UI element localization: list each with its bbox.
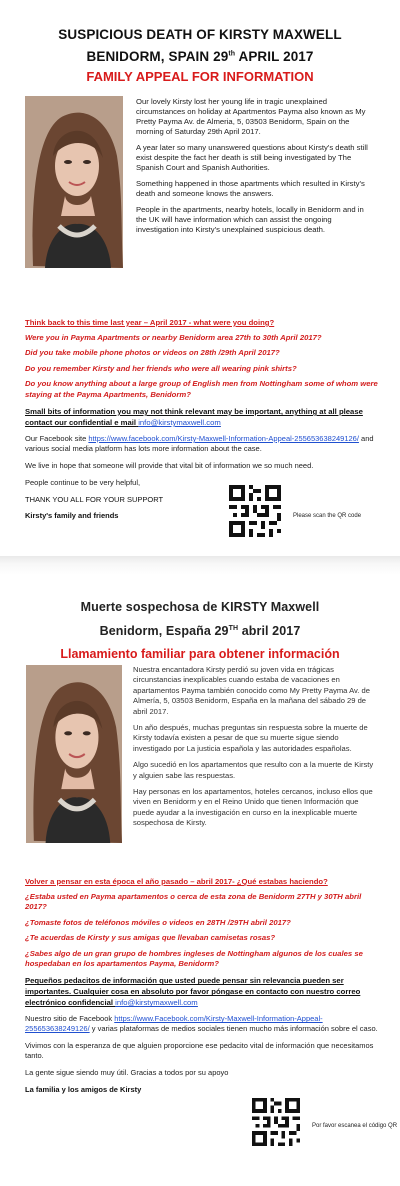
question-1-es: ¿Estaba usted en Payma apartamentos o cerca de esta zona de Benidorm 27TH y 30TH abril 2017? (25, 892, 362, 912)
question-4: Do you know anything about a large group of English men from Nottingham some of whom were staying at the Payma Apartments, Benidorm? (25, 379, 378, 399)
appeal-body (25, 318, 380, 521)
question-3: Do you remember Kirsty and her friends who were all wearing pink shirts? (25, 363, 297, 373)
intro-paragraph: Nuestra encantadora Kirsty perdió su joven vida en trágicas circunstancias inexplicables cuando estaba de vacaciones en apartamentos Payma también conocido como My Pretty Payma Av. de Almería, 5, 03503 Benidorm, España en la mañana del sábado 29 de abril 2017. (133, 665, 370, 716)
question-3-es: ¿Te acuerdas de Kirsty y sus amigas que llevaban camisetas rosas? (25, 933, 276, 943)
intro-paragraph: Something happened in those apartments which resulted in Kirsty's death and someone knows the answers. (136, 179, 365, 198)
portrait-photo (26, 665, 122, 843)
email-link[interactable]: info@kirstymaxwell.com (115, 998, 198, 1008)
think-back-heading: Think back to this time last year – April 2017 - what were you doing? (25, 318, 275, 327)
intro-paragraph: Algo sucedió en los apartamentos que resulto con a la muerte de Kirsty y alguien sabe las respuestas. (133, 760, 374, 780)
appeal-heading-es: Llamamiento familiar para obtener información (60, 647, 340, 661)
page-title-es: Muerte sospechosa de KIRSTY Maxwell (80, 600, 320, 614)
page-subtitle: BENIDORM, SPAIN 29th APRIL 2017 (86, 49, 314, 64)
poster-spanish (0, 575, 400, 1186)
helpful-text: People continue to be very helpful, (25, 478, 141, 488)
hope-text: We live in hope that someone will provide that vital bit of information we so much need. (25, 461, 314, 471)
signature-text-es: La familia y los amigos de Kirsty (25, 1085, 142, 1095)
think-back-heading-es: Volver a pensar en esta época el año pasado – abril 2017- ¿Qué estabas haciendo? (25, 877, 328, 886)
intro-paragraph: Un año después, muchas preguntas sin respuesta sobre la muerte de Kirsty todavía existen a pesar de que su muerte sigue siendo investigado por La justicia española y las autoridades españolas. (133, 723, 368, 753)
facebook-link[interactable]: https://www.facebook.com/Kirsty-Maxwell-Information-Appeal-255653638249126/ (88, 434, 359, 444)
qr-code-icon[interactable] (229, 485, 281, 537)
poster-english (0, 0, 400, 556)
poster-divider (0, 556, 400, 575)
intro-text (136, 97, 376, 241)
intro-paragraph: A year later so many unanswered questions about Kirsty's death still exist despite the fact her death is still being investigated by The Spanish Court and Spanish Authorities. (136, 143, 368, 172)
facebook-link[interactable]: https://www.Facebook.com/Kirsty-Maxwell-Information-Appeal-255653638249126/ (25, 1014, 323, 1034)
page-subtitle-es: Benidorm, España 29TH abril 2017 (99, 624, 301, 638)
qr-code-icon[interactable] (252, 1098, 300, 1146)
page-title: SUSPICIOUS DEATH OF KIRSTY MAXWELL (58, 27, 342, 42)
portrait-photo (25, 96, 123, 268)
contact-text-es: Pequeños pedacitos de información que usted puede pensar sin relevancia pueden ser importantes. Cualquier cosa en absoluto por favor póngase en contacto con nuestro correo electrónico confidencial info@kirstymaxwell.com (25, 976, 361, 1008)
question-2-es: ¿Tomaste fotos de teléfonos móviles o videos en 28TH /29TH abril 2017? (25, 917, 291, 927)
thanks-text: THANK YOU ALL FOR YOUR SUPPORT (25, 495, 164, 505)
intro-paragraph: Our lovely Kirsty lost her young life in tragic unexplained circumstances on holiday at Apartmentos Payma also known as My Pretty Payma Av. de Almeria, 5, 03503 Benidorm, Spain on the morning of Saturday 29th April 2017. (136, 97, 366, 136)
appeal-body-es (25, 877, 383, 1095)
intro-paragraph: People in the apartments, nearby hotels, locally in Benidorm and in the UK will have information which can assist the ongoing investigation into Kirsty's unexplained suspicious death. (136, 205, 364, 234)
question-1: Were you in Payma Apartments or nearby Benidorm area 27th to 30th April 2017? (25, 333, 322, 342)
facebook-text-es: Nuestro sitio de Facebook https://www.Facebook.com/Kirsty-Maxwell-Information-Appeal-255653638249126/ y varias plataformas de medios sociales tienen mucho más información sobre el caso. (25, 1014, 378, 1034)
helpful-text-es: La gente sigue siendo muy útil. Gracias a todos por su apoyo (25, 1068, 229, 1078)
hope-text-es: Vivimos con la esperanza de que alguien proporcione ese pedacito vital de información que necesitamos tanto. (25, 1041, 374, 1061)
question-4-es: ¿Sabes algo de un gran grupo de hombres ingleses de Nottingham algunos de los cuales se hospedaban en los apartamentos Payma, Benidorm? (25, 948, 363, 969)
intro-paragraph: Hay personas en los apartamentos, hoteles cercanos, incluso ellos que viven en Benidorm y en el Reino Unido que tienen Información que puede ayudar a la investigación en curso en la inexplicable muerte sospechosa de Kirsty. (133, 787, 373, 828)
appeal-heading: FAMILY APPEAL FOR INFORMATION (86, 69, 314, 84)
contact-text: Small bits of information you may not think relevant may be important, anything at all please contact our confidential e mail info@kirstymaxwell.com (25, 407, 363, 428)
qr-caption: Please scan the QR code (293, 513, 362, 519)
email-link[interactable]: info@kirstymaxwell.com (138, 418, 221, 428)
question-2: Did you take mobile phone photos or videos on 28th /29th April 2017? (25, 348, 280, 358)
facebook-text: Our Facebook site https://www.facebook.com/Kirsty-Maxwell-Information-Appeal-255653638249126/ and various social media platform has lots more information about the case. (25, 434, 374, 454)
qr-caption-es: Por favor escanea el código QR (312, 1123, 398, 1129)
intro-text-es (133, 665, 379, 835)
signature-text: Kirsty's family and friends (25, 511, 119, 521)
